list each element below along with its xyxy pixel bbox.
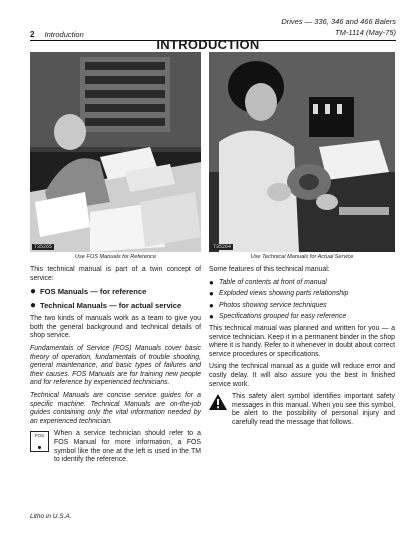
left-paragraph-3: Technical Manuals are concise service guides for a specific machine. Technical Manuals are on-the-job guides containing only the vital information needed by an experienced technician. — [30, 391, 201, 425]
bullet-dot: ● — [209, 300, 214, 310]
left-intro: This technical manual is part of a twin concept of service: — [30, 266, 201, 282]
product-name: Drives — 336, 346 and 466 Balers — [281, 17, 396, 26]
caption-right: Use Technical Manuals for Actual Service — [250, 254, 354, 260]
feature-bullet — [209, 290, 395, 299]
feature-bullet-text: Exploded views showing parts relationship — [219, 290, 349, 298]
photo-technical-manuals — [209, 52, 395, 252]
fos-symbol-label: FOS — [34, 433, 45, 439]
bullet-technical — [30, 301, 201, 311]
photo-id-left: T35265 — [34, 244, 53, 250]
right-paragraph-3: This safety alert symbol identifies important safety messages in this manual. When you see this symbol, be alert to the possibility of personal injury and carefully read the message that follows. — [232, 393, 395, 426]
right-intro: Some features of this technical manual: — [209, 266, 330, 273]
safety-alert-row — [209, 393, 395, 431]
bullet-dot: ● — [209, 277, 214, 287]
fos-symbol-icon — [30, 431, 49, 452]
feature-bullet-text: Table of contents at front of manual — [219, 278, 327, 286]
bullet-dot: ● — [30, 300, 37, 312]
photo-fos-manuals-image — [30, 52, 201, 252]
caption-left: Use FOS Manuals for Reference — [74, 254, 157, 260]
safety-alert-icon — [209, 394, 227, 410]
bullet-technical-text: Technical Manuals — for actual service — [40, 301, 182, 311]
section-name: Introduction — [44, 30, 84, 39]
manual-id: TM-1114 (May-75) — [335, 28, 396, 37]
left-paragraph-4: When a service technician should refer to a FOS Manual for more information, a FOS symbol like the one at the left is used in the TM to identify the reference. — [54, 430, 201, 464]
feature-bullet — [209, 279, 395, 288]
fos-symbol-row — [30, 430, 201, 468]
bullet-fos — [30, 287, 201, 297]
footer-litho: Litho in U.S.A. — [30, 513, 72, 520]
left-paragraph-1: The two kinds of manuals work as a team to give you both the general background and technical details of shop service. — [30, 315, 201, 340]
photo-technical-manuals-image — [209, 52, 395, 252]
bullet-dot: ● — [209, 289, 214, 299]
bullet-dot: ● — [209, 312, 214, 322]
feature-bullet — [209, 313, 395, 322]
page-header-right — [281, 16, 396, 38]
bullet-fos-text: FOS Manuals — for reference — [40, 287, 147, 297]
right-paragraph-1: This technical manual was planned and written for you — a service technician. Keep it in a permanent binder in the shop where it is handy. Refer to it whenever in doubt about correct service procedures or specifications. — [209, 324, 395, 358]
photo-id-right: T35264 — [213, 244, 232, 250]
right-column — [209, 266, 395, 432]
feature-bullet-text: Specifications grouped for easy reference — [219, 313, 347, 321]
photo-fos-manuals — [30, 52, 201, 252]
left-paragraph-2: Fundamentals of Service (FOS) Manuals cover basic theory of operation, fundamentals of trouble shooting, general maintenance, and basic types of failures and their causes. FOS Manuals are for training new people and for reference by experienced technicians. — [30, 344, 201, 387]
page-title: INTRODUCTION — [156, 37, 260, 52]
right-paragraph-2: Using the technical manual as a guide will reduce error and costly delay. It will also assure you the best in finished service work. — [209, 363, 395, 388]
feature-bullet-text: Photos showing service techniques — [219, 301, 327, 309]
bullet-dot: ● — [30, 286, 37, 298]
feature-bullet — [209, 302, 395, 311]
left-column — [30, 266, 201, 469]
page-number: 2 — [30, 30, 35, 39]
